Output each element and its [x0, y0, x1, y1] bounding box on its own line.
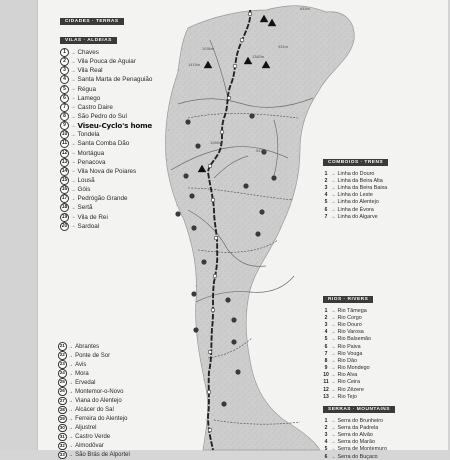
legend-item-label: Viseu-Cyclo's home	[77, 121, 153, 131]
legend-item-label: Rio Tejo	[337, 393, 357, 400]
legend-number-badge: 10	[61, 131, 68, 138]
legend-item-label: Aljustrel	[75, 424, 97, 431]
legend-number-badge: 6	[324, 453, 328, 460]
legend-cities-list	[60, 48, 152, 231]
legend-number-badge: 26	[58, 387, 67, 396]
legend-city-row	[60, 185, 152, 194]
arrow-right-icon: →	[330, 357, 336, 364]
legend-river-row	[323, 357, 373, 364]
arrow-right-icon: →	[68, 443, 74, 450]
legend-city-row	[60, 222, 152, 231]
arrow-right-icon: →	[330, 417, 336, 424]
legend-number-badge: 6	[324, 343, 328, 350]
legend-mountain-row	[323, 431, 395, 438]
legend-item-label: Rio Ceira	[337, 379, 360, 386]
arrow-right-icon: →	[70, 223, 76, 230]
legend-city-row	[60, 194, 152, 203]
legend-river-row	[323, 372, 373, 379]
legend-place-row	[58, 351, 130, 360]
legend-number-badge: 27	[58, 397, 67, 406]
arrow-right-icon: →	[68, 406, 74, 413]
arrow-right-icon: →	[70, 177, 76, 184]
legend-item-label: Ervedal	[75, 379, 96, 386]
legend-item-label: Viana do Alentejo	[75, 397, 122, 404]
legend-item-label: Rio Corgo	[337, 314, 362, 321]
arrow-right-icon: →	[70, 131, 76, 138]
legend-item-label: Rio Douro	[337, 321, 362, 328]
legend-item-label: Góis	[77, 186, 91, 194]
legend-number-badge: 2	[324, 424, 328, 431]
legend-item-label: Santa Marta de Penaguião	[77, 76, 153, 84]
legend-number-badge: 4	[324, 192, 328, 199]
legend-item-label: Rio Varosa	[337, 329, 364, 336]
legend-number-badge: 2	[324, 314, 328, 321]
legend-river-row	[323, 329, 373, 336]
arrow-right-icon: →	[70, 95, 76, 102]
legend-river-row	[323, 343, 373, 350]
legend-item-label: Ponte de Sor	[75, 352, 111, 359]
legend-comboios-header: COMBOIOS · TRENS	[323, 159, 388, 166]
legend-number-badge: 7	[324, 213, 328, 220]
altitude-label: 1036m	[202, 46, 215, 51]
legend-item-label: Penacova	[77, 158, 106, 166]
legend-place-row	[58, 442, 130, 451]
legend-city-row	[60, 130, 152, 139]
legend-place-row	[58, 342, 130, 351]
legend-item-label: Avis	[75, 361, 87, 368]
arrow-right-icon: →	[70, 113, 76, 120]
arrow-right-icon: →	[70, 140, 76, 147]
legend-place-row	[58, 414, 130, 423]
legend-item-label: Tondela	[77, 131, 100, 139]
legend-number-badge: 25	[58, 378, 67, 387]
arrow-right-icon: →	[330, 329, 336, 336]
legend-river-row	[323, 321, 373, 328]
legend-number-badge: 10	[323, 372, 329, 379]
legend-number-badge: 4	[324, 329, 328, 336]
legend-mountain-row	[323, 417, 395, 424]
legend-place-row	[58, 432, 130, 441]
legend-number-badge: 24	[58, 369, 67, 378]
arrow-right-icon: →	[68, 343, 74, 350]
arrow-right-icon: →	[330, 386, 336, 393]
arrow-right-icon: →	[330, 206, 336, 213]
arrow-right-icon: →	[68, 379, 74, 386]
legend-item-label: São Brás de Alportel	[75, 452, 130, 459]
arrow-right-icon: →	[330, 170, 336, 177]
legend-item-label: Serra da Padrela	[337, 424, 379, 431]
legend-comboios-list	[323, 170, 388, 220]
arrow-right-icon: →	[70, 214, 76, 221]
legend-place-row	[58, 378, 130, 387]
legend-item-label: Lamego	[77, 94, 101, 102]
legend-rios	[323, 287, 373, 400]
legend-item-label: Castro Verde	[75, 433, 111, 440]
arrow-right-icon: →	[70, 104, 76, 111]
legend-item-label: Linha da Beira Baixa	[337, 184, 388, 191]
legend-item-label: Vila Real	[77, 67, 103, 75]
legend-item-label: Serra do Alvão	[337, 431, 373, 438]
legend-city-row	[60, 167, 152, 176]
legend-number-badge: 12	[323, 386, 329, 393]
legend-cities-subheader	[60, 28, 152, 46]
legend-number-badge: 13	[323, 393, 329, 400]
legend-item-label: Abrantes	[75, 343, 100, 350]
legend-number-badge: 11	[323, 379, 329, 386]
arrow-right-icon: →	[330, 314, 336, 321]
legend-rios-list	[323, 307, 373, 400]
arrow-right-icon: →	[70, 195, 76, 202]
legend-number-badge: 6	[60, 94, 69, 103]
arrow-right-icon: →	[330, 192, 336, 199]
legend-number-badge: 13	[61, 158, 68, 165]
legend-number-badge: 28	[58, 406, 67, 415]
arrow-right-icon: →	[330, 439, 336, 446]
legend-place-row	[58, 360, 130, 369]
arrow-right-icon: →	[330, 343, 336, 350]
legend-item-label: Linha da Beira Alta	[337, 177, 383, 184]
arrow-right-icon: →	[70, 168, 76, 175]
legend-bottom-list	[58, 342, 130, 460]
legend-number-badge: 1	[324, 417, 328, 424]
arrow-right-icon: →	[330, 365, 336, 372]
legend-item-label: Pedrógão Grande	[77, 195, 128, 203]
legend-rios-header: RIOS · RIVERS	[323, 296, 373, 303]
arrow-right-icon: →	[330, 431, 336, 438]
arrow-right-icon: →	[68, 352, 74, 359]
arrow-right-icon: →	[330, 446, 336, 453]
arrow-right-icon: →	[70, 186, 76, 193]
legend-number-badge: 5	[324, 336, 328, 343]
legend-number-badge: 1	[324, 307, 328, 314]
legend-number-badge: 12	[61, 149, 68, 156]
legend-place-row	[58, 387, 130, 396]
legend-item-label: Régua	[77, 85, 97, 93]
legend-number-badge: 23	[58, 360, 67, 369]
legend-number-badge: 18	[61, 204, 68, 211]
altitude-label: 845m	[300, 6, 311, 11]
arrow-right-icon: →	[68, 433, 74, 440]
legend-item-label: Mortágua	[77, 149, 105, 157]
legend-number-badge: 3	[60, 66, 69, 75]
legend-item-label: Castro Daire	[77, 103, 113, 111]
legend-river-row	[323, 336, 373, 343]
arrow-right-icon: →	[70, 76, 76, 83]
legend-city-row	[60, 112, 152, 121]
legend-serras-list	[323, 417, 395, 460]
legend-city-row	[60, 121, 152, 130]
legend-cities	[60, 9, 152, 231]
arrow-right-icon: →	[68, 370, 74, 377]
arrow-right-icon: →	[330, 393, 336, 400]
legend-cities-header-top: CIDADES · TERRAS	[60, 18, 124, 25]
legend-number-badge: 1	[60, 48, 69, 57]
legend-item-label: Serra de Montemuro	[337, 446, 387, 453]
legend-train-row	[323, 199, 388, 206]
legend-item-label: Vila Pouca de Aguiar	[77, 58, 136, 66]
legend-number-badge: 2	[60, 57, 69, 66]
arrow-right-icon: →	[70, 122, 76, 129]
legend-place-row	[58, 396, 130, 405]
legend-item-label: Serra do Brunheiro	[337, 417, 384, 424]
legend-train-row	[323, 213, 388, 220]
legend-river-row	[323, 314, 373, 321]
legend-city-row	[60, 57, 152, 66]
arrow-right-icon: →	[330, 453, 336, 460]
legend-item-label: Lousã	[77, 177, 95, 185]
legend-serras-header-wrap	[323, 397, 395, 415]
legend-number-badge: 1	[324, 170, 328, 177]
legend-item-label: Serra do Marão	[337, 439, 375, 446]
arrow-right-icon: →	[68, 388, 74, 395]
legend-train-row	[323, 192, 388, 199]
arrow-right-icon: →	[330, 213, 336, 220]
arrow-right-icon: →	[68, 424, 74, 431]
legend-item-label: Rio Alva	[337, 372, 358, 379]
legend-mountain-row	[323, 439, 395, 446]
legend-item-label: Ferreira do Alentejo	[75, 415, 128, 422]
legend-number-badge: 29	[58, 415, 67, 424]
legend-rios-header-wrap	[323, 287, 373, 305]
arrow-right-icon: →	[70, 150, 76, 157]
arrow-right-icon: →	[330, 424, 336, 431]
legend-item-label: Rio Zêzere	[337, 386, 364, 393]
legend-number-badge: 5	[324, 199, 328, 206]
legend-number-badge: 3	[324, 184, 328, 191]
legend-item-label: Montemor-o-Novo	[75, 388, 124, 395]
legend-number-badge: 19	[61, 213, 68, 220]
legend-number-badge: 9	[60, 121, 69, 130]
arrow-right-icon: →	[70, 49, 76, 56]
legend-serras-header: SERRAS · MOUNTAINS	[323, 406, 395, 413]
legend-number-badge: 20	[61, 222, 68, 229]
legend-item-label: Mora	[75, 370, 89, 377]
legend-item-label: Linha do Douro	[337, 170, 375, 177]
legend-city-row	[60, 103, 152, 112]
legend-cities-header-sub: VILAS · ALDEIAS	[60, 37, 117, 44]
legend-train-row	[323, 177, 388, 184]
legend-city-row	[60, 149, 152, 158]
legend-number-badge: 33	[58, 451, 67, 460]
legend-item-label: Sertã	[77, 204, 93, 212]
legend-train-row	[323, 184, 388, 191]
legend-number-badge: 2	[324, 177, 328, 184]
altitude-label: 931m	[278, 44, 289, 49]
legend-city-row	[60, 94, 152, 103]
legend-number-badge: 7	[324, 350, 328, 357]
legend-city-row	[60, 139, 152, 148]
legend-number-badge: 30	[58, 424, 67, 433]
arrow-right-icon: →	[68, 397, 74, 404]
legend-item-label: Linha do Algarve	[337, 213, 378, 220]
legend-place-row	[58, 451, 130, 460]
arrow-right-icon: →	[68, 361, 74, 368]
legend-number-badge: 8	[324, 357, 328, 364]
legend-number-badge: 16	[61, 186, 68, 193]
legend-number-badge: 5	[60, 85, 69, 94]
legend-river-row	[323, 365, 373, 372]
legend-item-label: Chaves	[77, 49, 99, 57]
legend-item-label: Santa Comba Dão	[77, 140, 130, 148]
legend-comboios-header-wrap	[323, 150, 388, 168]
arrow-right-icon: →	[70, 58, 76, 65]
legend-city-row	[60, 48, 152, 57]
legend-number-badge: 17	[61, 195, 68, 202]
altitude-label: 1198m	[210, 140, 222, 145]
legend-serras	[323, 397, 395, 460]
legend-number-badge: 6	[324, 206, 328, 213]
legend-item-label: Rio Paiva	[337, 343, 361, 350]
legend-number-badge: 3	[324, 321, 328, 328]
legend-mountain-row	[323, 453, 395, 460]
legend-number-badge: 11	[61, 140, 68, 147]
arrow-right-icon: →	[68, 415, 74, 422]
legend-item-label: Linha do Leste	[337, 192, 373, 199]
legend-comboios	[323, 150, 388, 220]
arrow-right-icon: →	[70, 159, 76, 166]
legend-item-label: Rio Dão	[337, 357, 357, 364]
legend-number-badge: 31	[58, 433, 67, 442]
legend-city-row	[60, 75, 152, 84]
legend-item-label: Sardoal	[77, 222, 100, 230]
legend-train-row	[323, 206, 388, 213]
legend-number-badge: 8	[60, 112, 69, 121]
altitude-label: 547m	[256, 148, 267, 153]
legend-city-row	[60, 176, 152, 185]
legend-city-row	[60, 85, 152, 94]
legend-item-label: Almodôvar	[75, 443, 104, 450]
legend-place-row	[58, 369, 130, 378]
legend-item-label: Linha de Évora	[337, 206, 374, 213]
arrow-right-icon: →	[70, 86, 76, 93]
legend-number-badge: 21	[58, 342, 67, 351]
legend-mountain-row	[323, 446, 395, 453]
arrow-right-icon: →	[330, 379, 336, 386]
legend-item-label: Rio Tâmega	[337, 307, 367, 314]
legend-number-badge: 9	[324, 365, 328, 372]
arrow-right-icon: →	[330, 372, 336, 379]
legend-river-row	[323, 350, 373, 357]
legend-river-row	[323, 379, 373, 386]
legend-item-label: Vila de Rei	[77, 213, 108, 221]
legend-item-label: Linha do Alentejo	[337, 199, 379, 206]
legend-item-label: Rio Mondego	[337, 365, 370, 372]
legend-number-badge: 22	[58, 351, 67, 360]
arrow-right-icon: →	[330, 321, 336, 328]
legend-city-row	[60, 158, 152, 167]
arrow-right-icon: →	[70, 67, 76, 74]
arrow-right-icon: →	[330, 177, 336, 184]
arrow-right-icon: →	[330, 199, 336, 206]
legend-number-badge: 4	[324, 439, 328, 446]
legend-place-row	[58, 405, 130, 414]
legend-number-badge: 32	[58, 442, 67, 451]
legend-river-row	[323, 386, 373, 393]
legend-item-label: Serra do Buçaco	[337, 453, 378, 460]
legend-river-row	[323, 307, 373, 314]
legend-item-label: Rio Balsemão	[337, 336, 372, 343]
altitude-label: 1415m	[188, 62, 201, 67]
legend-item-label: Vila Nova de Poiares	[77, 167, 137, 175]
arrow-right-icon: →	[330, 184, 336, 191]
legend-number-badge: 3	[324, 431, 328, 438]
legend-city-row	[60, 213, 152, 222]
legend-number-badge: 15	[61, 177, 68, 184]
legend-bottom-places	[58, 342, 130, 460]
arrow-right-icon: →	[330, 307, 336, 314]
legend-number-badge: 14	[61, 167, 68, 174]
legend-city-row	[60, 203, 152, 212]
arrow-right-icon: →	[330, 336, 336, 343]
legend-item-label: Alcácer do Sal	[75, 406, 114, 413]
legend-train-row	[323, 170, 388, 177]
arrow-right-icon: →	[70, 204, 76, 211]
legend-place-row	[58, 423, 130, 432]
legend-item-label: Rio Vouga	[337, 350, 363, 357]
arrow-right-icon: →	[68, 452, 74, 459]
altitude-label: 1382m	[252, 54, 265, 59]
legend-number-badge: 4	[60, 75, 69, 84]
legend-number-badge: 7	[60, 103, 69, 112]
legend-mountain-row	[323, 424, 395, 431]
legend-city-row	[60, 66, 152, 75]
legend-cities-header	[60, 9, 152, 27]
legend-item-label: São Pedro do Sul	[77, 113, 127, 121]
arrow-right-icon: →	[330, 350, 336, 357]
legend-number-badge: 5	[324, 446, 328, 453]
